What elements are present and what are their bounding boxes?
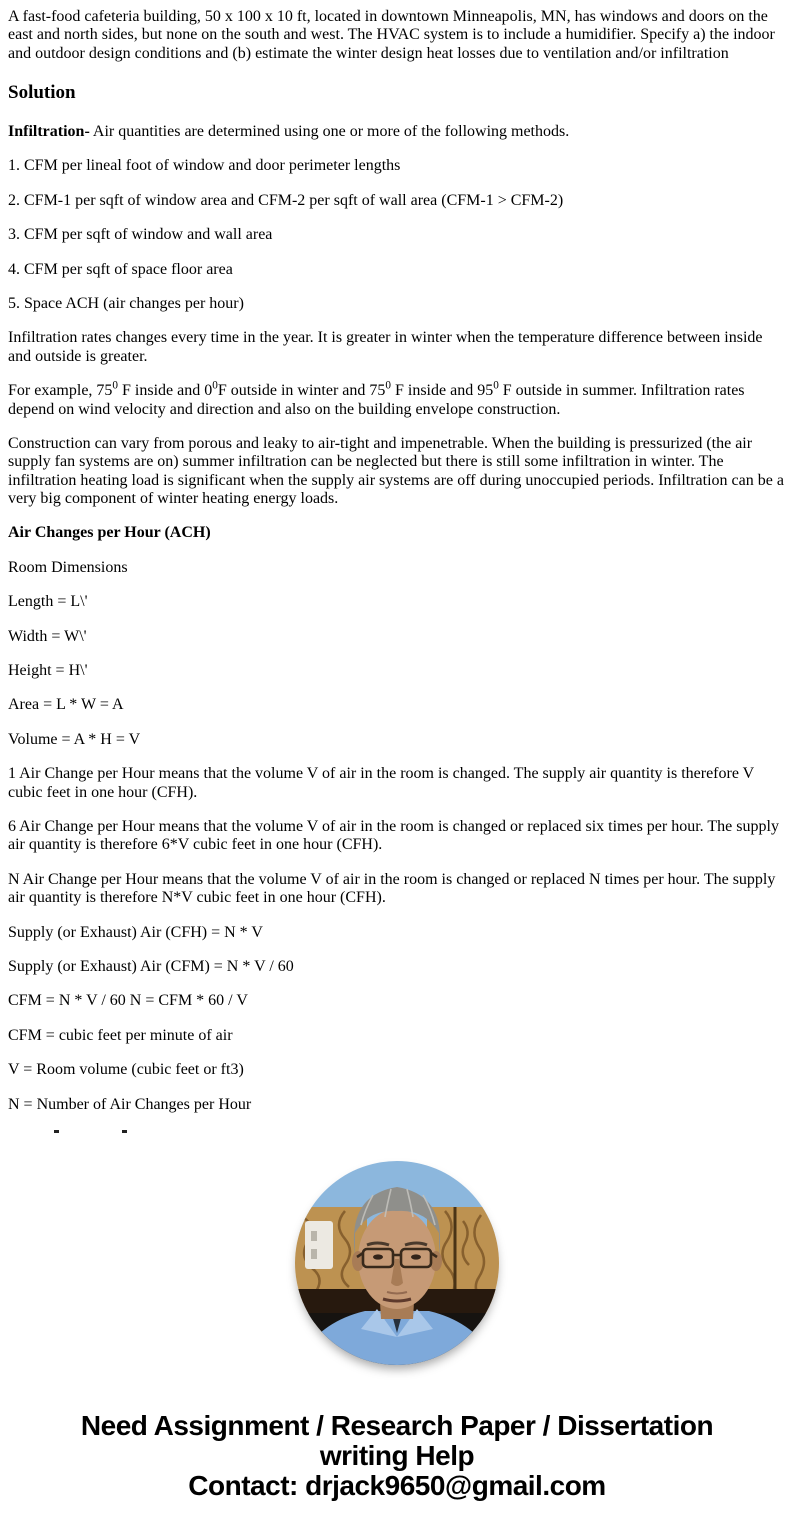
- dimension-line-width: Width = W\': [8, 627, 87, 645]
- footer-contact-email: Contact: drjack9650@gmail.com: [188, 1470, 606, 1502]
- formula-supply-cfh: Supply (or Exhaust) Air (CFH) = N * V: [8, 923, 263, 941]
- superscript-zero: 0: [385, 379, 391, 392]
- example-text: F inside and 95: [390, 382, 494, 400]
- formula-cfm-n: CFM = N * V / 60 N = CFM * 60 / V: [8, 992, 248, 1010]
- superscript-zero: 0: [493, 379, 499, 392]
- dimension-line-area: Area = L * W = A: [8, 696, 124, 714]
- example-paragraph: [8, 379, 786, 419]
- example-text: F outside in summer. Infiltration rates depend on wind velocity and direction and also on the building envelope construction.: [8, 382, 745, 418]
- footer-line-1: Need Assignment / Research Paper / Dissertation: [80, 1409, 714, 1441]
- ach-explanation-1: 1 Air Change per Hour means that the volume V of air in the room is changed. The supply air quantity is therefore V cubic feet in one hour (CFH).: [8, 765, 754, 801]
- formula-supply-cfm: Supply (or Exhaust) Air (CFM) = N * V / 60: [8, 957, 294, 975]
- avatar-switch-plate: [305, 1221, 333, 1269]
- example-text: F outside in winter and 75: [217, 382, 386, 400]
- footer-banner: [8, 1411, 786, 1502]
- definition-n: N = Number of Air Changes per Hour: [8, 1095, 252, 1113]
- avatar-switch: [311, 1231, 317, 1241]
- rates-paragraph: Infiltration rates changes every time in the year. It is greater in winter when the temperature difference between inside and outside is greater.: [8, 329, 763, 365]
- ach-heading: Air Changes per Hour (ACH): [8, 524, 211, 542]
- example-text: F inside and 0: [118, 382, 213, 400]
- avatar-eye-right: [411, 1254, 421, 1259]
- method-item-5: 5. Space ACH (air changes per hour): [8, 294, 244, 312]
- footer-line-2: writing Help: [319, 1440, 475, 1472]
- article: [8, 8, 786, 1502]
- problem-statement: A fast-food cafeteria building, 50 x 100 x 10 ft, located in downtown Minneapolis, MN, has windows and doors on the east and north sides, but none on the south and west. The HVAC system is to include a humidifier. Specify a) the indoor and outdoor design conditions and (b) estimate the winter design heat losses due to ventilation and/or infiltration: [8, 8, 775, 62]
- example-text: For example, 75: [8, 382, 113, 400]
- superscript-zero: 0: [112, 379, 119, 392]
- room-dimensions-label: Room Dimensions: [8, 558, 128, 576]
- infiltration-text: Air quantities are determined using one or more of the following methods.: [89, 123, 570, 141]
- dimension-line-height: Height = H\': [8, 662, 88, 680]
- infiltration-label: Infiltration-: [8, 123, 90, 141]
- method-item-3: 3. CFM per sqft of window and wall area: [8, 226, 273, 244]
- instructor-portrait-graphic: [295, 1161, 499, 1365]
- avatar-switch: [311, 1249, 317, 1259]
- construction-paragraph: Construction can vary from porous and leaky to air-tight and impenetrable. When the building is pressurized (the air supply fan systems are on) summer infiltration can be neglected but there is still some infiltration in winter. The infiltration heating load is significant when the supply air systems are off during unoccupied periods. Infiltration can be a very big component of winter heating energy loads.: [8, 434, 784, 508]
- method-item-4: 4. CFM per sqft of space floor area: [8, 260, 233, 278]
- method-item-2: 2. CFM-1 per sqft of window area and CFM-2 per sqft of wall area (CFM-1 > CFM-2): [8, 191, 564, 209]
- infiltration-paragraph: [8, 123, 786, 141]
- method-item-1: 1. CFM per lineal foot of window and door perimeter lengths: [8, 157, 401, 175]
- superscript-zero: 0: [212, 379, 218, 392]
- definition-cfm: CFM = cubic feet per minute of air: [8, 1026, 233, 1044]
- dimension-line-volume: Volume = A * H = V: [8, 730, 141, 748]
- instructor-photo: [295, 1161, 499, 1365]
- definition-v: V = Room volume (cubic feet or ft3): [8, 1061, 244, 1079]
- ach-explanation-6: 6 Air Change per Hour means that the volume V of air in the room is changed or replaced six times per hour. The supply air quantity is therefore 6*V cubic feet in one hour (CFH).: [8, 818, 779, 854]
- instructor-avatar-circle: [295, 1161, 499, 1365]
- dimension-line-length: Length = L\': [8, 593, 88, 611]
- avatar-eye-left: [373, 1254, 383, 1259]
- solution-heading: Solution: [8, 82, 76, 104]
- ach-explanation-n: N Air Change per Hour means that the volume V of air in the room is changed or replaced N times per hour. The supply air quantity is therefore N*V cubic feet in one hour (CFH).: [8, 870, 776, 907]
- clipped-text-remnant: [8, 1130, 786, 1135]
